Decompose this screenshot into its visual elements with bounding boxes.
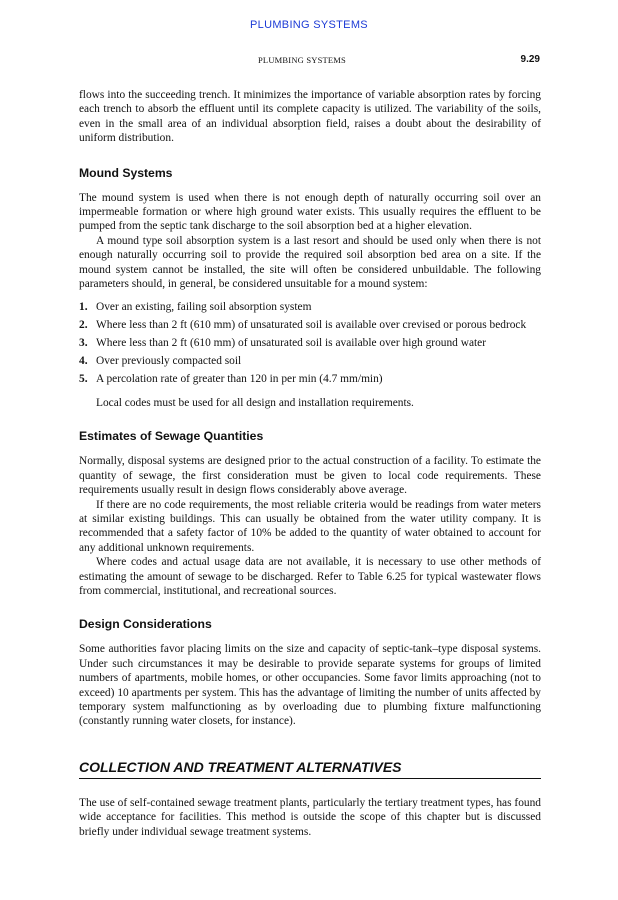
mound-paragraph-2: A mound type soil absorption system is a last resort and should be used only when there is not enough naturally occurring soil to provide the required soil absorption bed area on a site. If the mound system cannot be installed, the site will often be considered unbuildable. The following parameters should, in general, be considered unsuitable for a mound system: (79, 234, 541, 291)
design-paragraph: Some authorities favor placing limits on the size and capacity of septic-tank–type disposal systems. Under such circumstances it may be desirable to provide separate systems for groups of limited numbers of apartments, mobile homes, or other occupancies. Some favor limits approaching (not to exceed) 10 apartments per system. This has the advantage of limiting the number of units affected by temporary system malfunctioning as by overloading due to plumbing fixture malfunctioning (constantly running water closets, for instance). (79, 643, 541, 728)
list-item-text: Over previously compacted soil (96, 355, 242, 368)
page-number: 9.29 (520, 54, 540, 65)
list-item-number: 1. (79, 301, 88, 314)
list-item-number: 5. (79, 373, 88, 386)
list-item (79, 372, 541, 386)
running-head: PLUMBING SYSTEMS (258, 55, 346, 65)
list-item-text: Where less than 2 ft (610 mm) of unsaturated soil is available over crevised or porous bedrock (96, 319, 527, 332)
list-item-number: 4. (79, 355, 88, 368)
list-item (79, 318, 541, 332)
list-item (79, 354, 541, 368)
unsuitable-conditions-list (79, 300, 541, 386)
section-heading-mound-systems: Mound Systems (79, 165, 173, 180)
mound-paragraph-1: The mound system is used when there is not enough depth of naturally occurring soil over an impermeable formation or where high ground water exists. This usually requires the effluent to be pumped from the septic tank discharge to the soil absorption bed at a higher elevation. (79, 191, 541, 233)
list-item-number: 3. (79, 337, 88, 350)
list-item (79, 300, 541, 314)
list-item-text: A percolation rate of greater than 120 in per min (4.7 mm/min) (96, 373, 383, 386)
estimates-paragraph-1: Normally, disposal systems are designed prior to the actual construction of a facility. To estimate the quantity of sewage, the first consideration must be given to local code requirements. These requirements usually result in design flows considerably above average. (79, 455, 541, 497)
page-body (79, 88, 541, 839)
section-heading-estimates: Estimates of Sewage Quantities (79, 429, 264, 444)
list-item-number: 2. (79, 319, 88, 332)
collection-paragraph: The use of self-contained sewage treatment plants, particularly the tertiary treatment types, has found wide acceptance for facilities. This method is outside the scope of this chapter but is discussed briefly under individual sewage treatment systems. (79, 796, 541, 838)
intro-paragraph: flows into the succeeding trench. It minimizes the importance of variable absorption rates by forcing each trench to absorb the effluent until its complete capacity is utilized. The variability of the soils, even in the small area of an individual absorption field, raises a doubt about the desirability of uniform distribution. (79, 89, 541, 145)
section-heading-collection-treatment: COLLECTION AND TREATMENT ALTERNATIVES (79, 759, 541, 779)
list-item (79, 336, 541, 350)
book-banner-title: PLUMBING SYSTEMS (250, 19, 368, 31)
estimates-paragraph-2: If there are no code requirements, the most reliable criteria would be readings from water meters at similar existing buildings. This can usually be obtained from the water utility company. It is recommended that a safety factor of 10% be added to the quantity of water obtained to account for any additional unknown requirements. (79, 498, 541, 554)
local-codes-note: Local codes must be used for all design and installation requirements. (96, 396, 414, 409)
list-item-text: Where less than 2 ft (610 mm) of unsaturated soil is available over high ground water (96, 337, 487, 350)
section-heading-design-considerations: Design Considerations (79, 617, 212, 632)
estimates-paragraph-3: Where codes and actual usage data are not available, it is necessary to use other methods of estimating the amount of sewage to be discharged. Refer to Table 6.25 for typical wastewater flows from commercial, institutional, and recreational sources. (79, 556, 541, 597)
list-item-text: Over an existing, failing soil absorption system (96, 301, 312, 314)
